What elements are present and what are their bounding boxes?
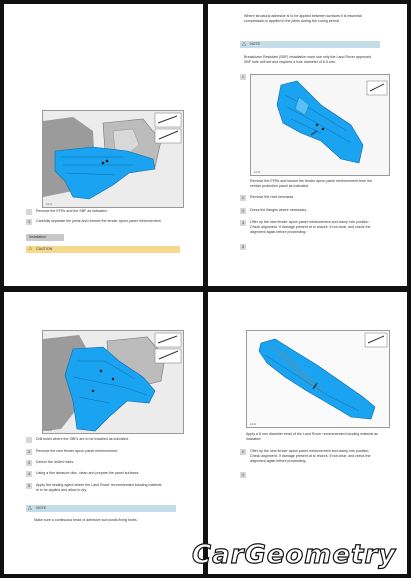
note-label: NOTE [36, 506, 46, 510]
figure-3-illustration [43, 331, 183, 433]
step-number [26, 209, 32, 215]
step-text-line: alignment again before proceeding. [250, 230, 307, 234]
step-text-line: Offer up the new fender apron panel reinforcement and clamp into position. [250, 449, 370, 453]
warning-icon: ⚠ [28, 246, 33, 252]
figure-3-label: E145 [46, 429, 53, 432]
figure-2 [250, 74, 390, 176]
step-text-line: Drill holes where the SBFs are to be installed as indicated. [36, 437, 129, 441]
step-number: 2 [242, 450, 244, 454]
intro-text-line: Where structural adhesive is to be applied between surfaces it is essential [244, 14, 362, 18]
step-text-line: Remove the new fender apron panel reinforcement. [36, 449, 119, 453]
step-text-line: Remove the rivet remnants. [250, 195, 295, 199]
step-number: 2 [28, 450, 30, 454]
step-text-line: Check alignment. If damage present at to rework. If not clear, and check the [250, 454, 371, 458]
step-text: Carefully separate the joints and remove the fender apron panel reinforcement. [36, 219, 162, 223]
step-number: 4 [242, 221, 244, 225]
manual-page-3 [4, 292, 203, 574]
figure-4-label: E144 [250, 423, 257, 426]
step-number: 3 [28, 461, 30, 465]
step-text-line: alignment again before proceeding. [250, 459, 307, 463]
figure-2-illustration [251, 75, 389, 175]
figure-2-label: E144 [254, 171, 261, 174]
note-text-line: Breakdown Resistant (SBF) installation must use only the Land Rover approved [244, 55, 372, 59]
step-text-line: Remove the EFRs and loosen the fender apron panel reinforcement from the [250, 179, 373, 183]
step-number: 3 [242, 209, 244, 213]
figure-1 [42, 110, 184, 208]
step-text-line: Offer up the new fender apron panel reinforcement and clamp into position. [250, 220, 370, 224]
section-title: Installation [26, 234, 64, 241]
figure-1-illustration [43, 111, 183, 207]
step-text-line: Apply the sealing agent where the Land Rover recommended bonding material [36, 483, 162, 487]
step-text-line: vehicle protection panel as indicated. [250, 184, 309, 188]
step-text: Remove the EFRs and the SBF as indicated. [36, 209, 108, 213]
step-text-line: is to be applied and allow to dry. [36, 488, 88, 492]
figure-4-illustration [247, 331, 389, 427]
step-number: 4 [28, 472, 30, 476]
step-number: 3 [28, 220, 30, 224]
step-number: 3 [242, 473, 244, 477]
note-text-line: SBF hole drill set and requires a hole diameter of 6.5 mm. [244, 60, 336, 64]
note-icon: △ [242, 41, 246, 47]
step-number: 5 [28, 484, 30, 488]
intro-text-line: compression is applied to the joints during the curing period. [244, 19, 340, 23]
caution-label: CAUTION [36, 247, 53, 251]
manual-page-1 [4, 4, 203, 286]
intro-text-line: indicated. [246, 437, 262, 441]
step-number: 5 [242, 245, 244, 249]
step-text-line: Dress the flanges where necessary. [250, 208, 307, 212]
manual-page-2 [208, 4, 407, 286]
watermark-logo: CarGeometry [192, 540, 397, 570]
figure-4 [246, 330, 390, 428]
note-label: NOTE [250, 42, 260, 46]
step-text-line: Deburr the drilled holes. [36, 460, 75, 464]
step-number: 2 [242, 196, 244, 200]
note-bar [26, 505, 176, 512]
caution-bar [26, 246, 180, 253]
step-number: 1 [242, 75, 244, 79]
intro-text-line: Apply a 6 mm diameter bead of the Land Rover recommended bonding material as [246, 432, 378, 436]
note-text: Make sure a continuous bead of adhesive surrounds fixing holes. [34, 518, 138, 522]
step-text-line: Check alignment. If damage present at to rework. If not clear, and check the [250, 225, 371, 229]
manual-page-4 [208, 292, 407, 574]
note-icon: △ [28, 505, 32, 511]
figure-1-label: E144 [46, 203, 53, 206]
note-bar [240, 41, 380, 48]
figure-3 [42, 330, 184, 434]
step-text-line: Using a fine abrasive disc, clean and prepare the panel surfaces. [36, 471, 140, 475]
step-number [26, 437, 32, 443]
